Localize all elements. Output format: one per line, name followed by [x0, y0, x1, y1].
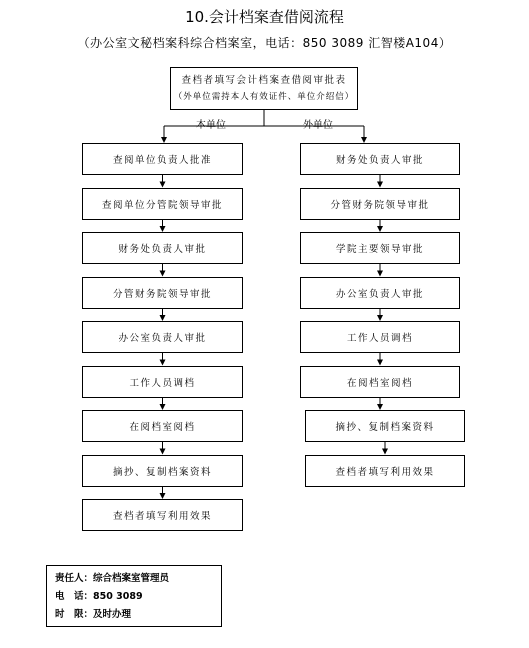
external-step-2 — [300, 188, 460, 220]
internal-step-label: 在阅档室阅档 — [129, 422, 196, 433]
branch-label-external: 外单位 — [303, 120, 333, 131]
internal-step-label: 查档者填写利用效果 — [112, 511, 212, 522]
external-step-8 — [305, 455, 465, 487]
external-step-label: 工作人员调档 — [346, 333, 413, 344]
responsible-person-value: 综合档案室管理员 — [93, 573, 170, 584]
external-step-3 — [300, 232, 460, 264]
external-step-5 — [300, 321, 460, 353]
internal-step-6 — [82, 366, 243, 398]
external-step-label: 查档者填写利用效果 — [335, 466, 435, 478]
phone-label: 电 话： — [55, 591, 94, 602]
start-box-line1: 查档者填写会计档案查借阅审批表 — [181, 74, 347, 86]
phone-row — [55, 588, 213, 606]
external-step-label: 办公室负责人审批 — [335, 288, 424, 300]
deadline-value: 及时办理 — [93, 609, 132, 620]
internal-step-1 — [82, 143, 243, 175]
internal-step-label: 分管财务院领导审批 — [112, 288, 212, 300]
internal-step-label: 工作人员调档 — [129, 377, 196, 389]
external-step-4 — [300, 277, 460, 309]
internal-step-9 — [82, 499, 243, 531]
start-box — [170, 67, 358, 110]
internal-step-label: 财务处负责人审批 — [118, 244, 207, 255]
external-step-label: 财务处负责人审批 — [335, 155, 424, 166]
responsible-person-row — [55, 570, 213, 588]
page-title: 10.会计档案查借阅流程 — [185, 8, 344, 26]
internal-step-3 — [82, 232, 243, 264]
internal-step-label: 查阅单位负责人批准 — [112, 155, 212, 166]
responsibility-box — [46, 565, 222, 627]
internal-step-5 — [82, 321, 243, 353]
internal-step-8 — [82, 455, 243, 487]
phone-value: 850 3089 — [93, 591, 143, 602]
external-step-label: 在阅档室阅档 — [346, 377, 413, 389]
internal-step-2 — [82, 188, 243, 220]
start-box-line2: （外单位需持本人有效证件、单位介绍信） — [173, 91, 355, 102]
external-step-label: 分管财务院领导审批 — [330, 199, 430, 211]
external-step-1 — [300, 143, 460, 175]
page-subtitle: （办公室文秘档案科综合档案室，电话：850 3089 汇智楼A104） — [77, 36, 452, 50]
deadline-row — [55, 606, 213, 624]
internal-step-4 — [82, 277, 243, 309]
deadline-label: 时 限： — [55, 609, 94, 620]
external-step-label: 摘抄、复制档案资料 — [335, 422, 435, 433]
internal-step-label: 查阅单位分管院领导审批 — [101, 199, 223, 211]
external-step-7 — [305, 410, 465, 442]
branch-label-internal: 本单位 — [196, 120, 226, 131]
responsible-person-label: 责任人： — [55, 573, 94, 584]
internal-step-label: 摘抄、复制档案资料 — [112, 466, 212, 478]
internal-step-7 — [82, 410, 243, 442]
external-step-6 — [300, 366, 460, 398]
external-step-label: 学院主要领导审批 — [335, 244, 424, 255]
internal-step-label: 办公室负责人审批 — [118, 333, 207, 344]
